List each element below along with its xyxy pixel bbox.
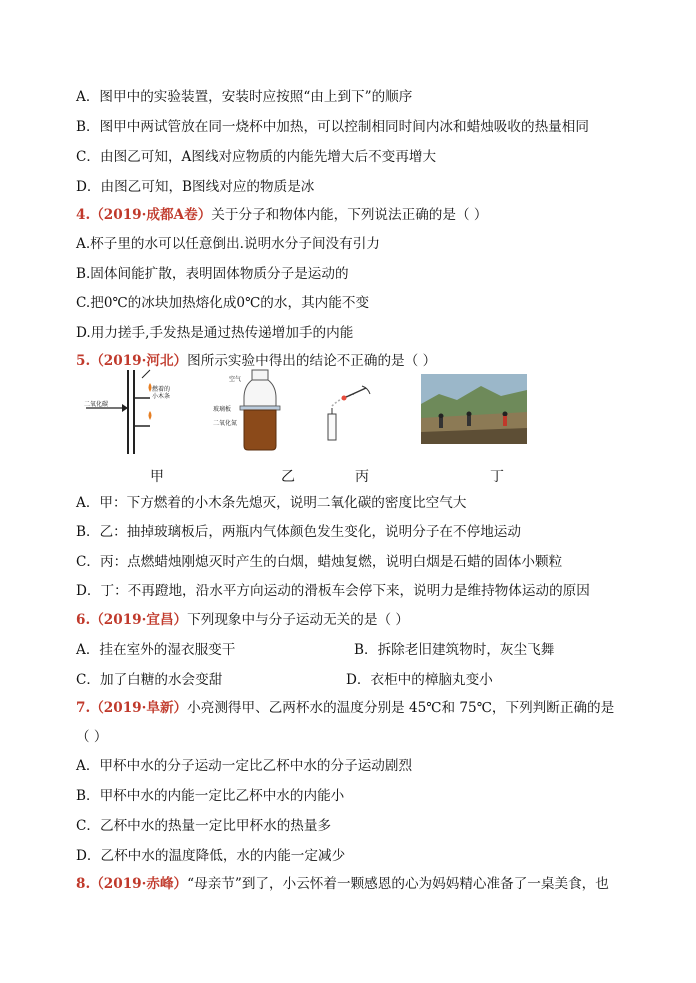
- q7-option-a: A．甲杯中水的分子运动一定比乙杯中水的分子运动剧烈: [76, 758, 413, 774]
- q4-number: 4.: [76, 207, 91, 223]
- q3-option-b: B．图甲中两试管放在同一烧杯中加热，可以控制相同时间内冰和蜡烛吸收的热量相同: [76, 119, 589, 135]
- figure-yi-label-bottom: 二氧化氮: [213, 420, 238, 427]
- q6-option-a: A．挂在室外的湿衣服变干: [76, 642, 236, 658]
- q6-stem-line: [76, 611, 409, 629]
- q5-option-c: C．丙：点燃蜡烛刚熄灭时产生的白烟，蜡烛复燃，说明白烟是石蜡的固体小颗粒: [76, 554, 563, 570]
- q7-option-d: D．乙杯中水的温度降低，水的内能一定减少: [76, 848, 346, 864]
- q7-source: （2019·阜新）: [90, 700, 188, 716]
- figure-yi: [238, 368, 282, 452]
- q8-stem-line: [76, 875, 609, 893]
- q7-number: 7.: [76, 700, 91, 716]
- q6-option-c: C．加了白糖的水会变甜: [76, 672, 223, 688]
- figure-yi-label-mid: 玻璃板: [213, 406, 232, 413]
- q4-stem: 关于分子和物体内能，下列说法正确的是（ ）: [211, 207, 488, 223]
- figure-yi-label-top: 空气: [229, 376, 242, 383]
- caption-ding: 丁: [490, 469, 504, 485]
- q7-stem-line: [76, 699, 614, 717]
- q4-source: （2019·成都A卷）: [90, 207, 212, 223]
- q8-stem: “母亲节”到了，小云怀着一颗感恩的心为妈妈精心准备了一桌美食，也: [187, 876, 609, 892]
- q6-number: 6.: [76, 612, 91, 628]
- caption-bing: 丙: [355, 469, 369, 485]
- caption-yi: 乙: [281, 469, 295, 485]
- q7-option-c: C．乙杯中水的热量一定比甲杯水的热量多: [76, 818, 332, 834]
- figure-bing: [322, 384, 372, 444]
- q6-option-d: D．衣柜中的樟脑丸变小: [346, 672, 493, 688]
- q4-option-a: A.杯子里的水可以任意倒出.说明水分子间没有引力: [76, 236, 380, 252]
- q5-source: （2019·河北）: [90, 353, 188, 369]
- q7-stem: 小亮测得甲、乙两杯水的温度分别是 45℃和 75℃，下列判断正确的是: [187, 700, 615, 716]
- q4-option-d: D.用力搓手,手发热是通过热传递增加手的内能: [76, 325, 354, 341]
- q3-option-d: D．由图乙可知，B图线对应的物质是冰: [76, 179, 315, 195]
- figure-jia-label-left: 二氧化碳: [84, 401, 109, 408]
- q3-option-a: A．图甲中的实验装置，安装时应按照“由上到下”的顺序: [76, 89, 413, 105]
- q6-stem: 下列现象中与分子运动无关的是（ ）: [187, 612, 409, 628]
- figure-ding: [421, 374, 527, 444]
- q5-number: 5.: [76, 353, 91, 369]
- figure-jia-label-right: 燃着的小木条: [152, 386, 171, 400]
- q7-option-b: B．甲杯中水的内能一定比乙杯中水的内能小: [76, 788, 345, 804]
- q5-option-b: B．乙：抽掉玻璃板后，两瓶内气体颜色发生变化，说明分子在不停地运动: [76, 524, 521, 540]
- q6-option-b: B．拆除老旧建筑物时，灰尘飞舞: [354, 642, 555, 658]
- q5-option-a: A．甲：下方燃着的小木条先熄灭，说明二氧化碳的密度比空气大: [76, 495, 467, 511]
- q4-option-b: B.固体间能扩散，表明固体物质分子是运动的: [76, 266, 349, 282]
- caption-jia: 甲: [150, 469, 164, 485]
- figure-jia: [84, 368, 184, 456]
- q8-source: （2019·赤峰）: [90, 876, 188, 892]
- q6-source: （2019·宜昌）: [90, 612, 188, 628]
- q4-option-c: C.把0℃的冰块加热熔化成0℃的水，其内能不变: [76, 295, 370, 311]
- q5-option-d: D．丁：不再蹬地，沿水平方向运动的滑板车会停下来，说明力是维持物体运动的原因: [76, 583, 590, 599]
- q5-stem: 图所示实验中得出的结论不正确的是（ ）: [187, 353, 437, 369]
- q4-stem-line: [76, 206, 488, 224]
- q7-stem-bracket: （ ）: [76, 729, 108, 745]
- q3-option-c: C．由图乙可知，A图线对应物质的内能先增大后不变再增大: [76, 149, 437, 165]
- q8-number: 8.: [76, 876, 91, 892]
